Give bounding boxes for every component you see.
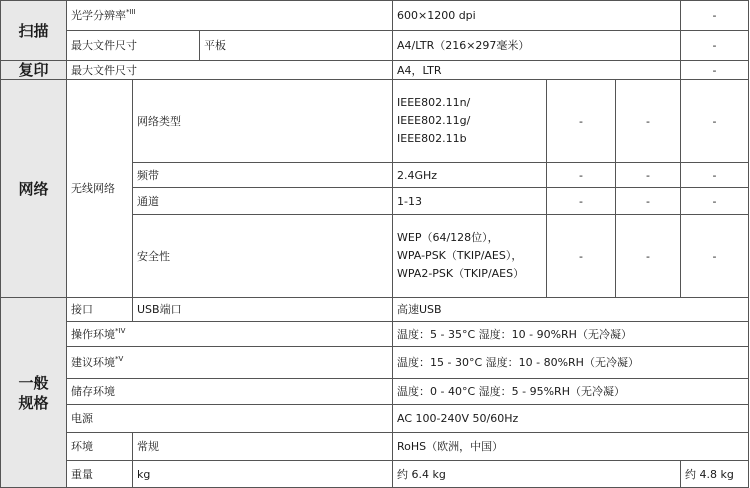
copy-maxdoc-dash: - [681, 61, 749, 80]
scan-resolution-label: 光学分辨率 $^{*III}$ [67, 0, 393, 31]
scan-maxdoc-sub: 平板 [200, 31, 393, 61]
general-interface-value: 高速USB [393, 298, 749, 322]
footnote-marker: *IV [115, 326, 126, 335]
general-storage-value: 温度：0 - 40°C 湿度：5 - 95%RH（无冷凝） [393, 379, 749, 405]
dash-cell: - [616, 163, 681, 188]
network-band-label: 频带 [133, 163, 393, 188]
section-copy: 复印 [0, 61, 67, 80]
general-operating-label: 操作环境 $^{*IV}$ [67, 322, 393, 347]
general-weight-value: 约 6.4 kg [393, 461, 681, 488]
general-power-label: 电源 [67, 405, 393, 433]
value-line: IEEE802.11g/ [397, 114, 471, 127]
network-security-value [393, 215, 547, 298]
copy-maxdoc-label: 最大文件尺寸 [67, 61, 393, 80]
dash-cell: - [616, 188, 681, 215]
network-type-value [393, 80, 547, 163]
dash-cell: - [547, 80, 616, 163]
general-environment-sub: 常规 [133, 433, 393, 461]
dash-cell: - [681, 80, 749, 163]
general-weight-unit: kg [133, 461, 393, 488]
network-wireless-label: 无线网络 [67, 80, 133, 298]
scan-resolution-value: 600×1200 dpi [393, 0, 681, 31]
general-operating-value: 温度：5 - 35°C 湿度：10 - 90%RH（无冷凝） [393, 322, 749, 347]
dash-cell: - [681, 188, 749, 215]
value-line: WEP（64/128位）， [397, 231, 499, 244]
value-line: WPA2-PSK（TKIP/AES） [397, 267, 525, 280]
general-weight-label: 重量 [67, 461, 133, 488]
section-network: 网络 [0, 80, 67, 298]
network-channel-label: 通道 [133, 188, 393, 215]
network-security-label: 安全性 [133, 215, 393, 298]
value-line: IEEE802.11n/ [397, 96, 471, 109]
general-environment-label: 环境 [67, 433, 133, 461]
section-scan: 扫描 [0, 0, 67, 61]
value-line: IEEE802.11b [397, 132, 467, 145]
network-channel-value: 1-13 [393, 188, 547, 215]
scan-maxdoc-value: A4/LTR（216×297毫米） [393, 31, 681, 61]
dash-cell: - [681, 215, 749, 298]
general-recommended-value: 温度：15 - 30°C 湿度：10 - 80%RH（无冷凝） [393, 347, 749, 379]
copy-maxdoc-value: A4，LTR [393, 61, 681, 80]
dash-cell: - [547, 188, 616, 215]
scan-resolution-dash: - [681, 0, 749, 31]
dash-cell: - [547, 163, 616, 188]
network-band-value: 2.4GHz [393, 163, 547, 188]
section-general: 一般 规格 [0, 298, 67, 488]
scan-maxdoc-dash: - [681, 31, 749, 61]
dash-cell: - [681, 163, 749, 188]
dash-cell: - [616, 80, 681, 163]
general-interface-sub: USB端口 [133, 298, 393, 322]
footnote-marker: *V [115, 355, 124, 363]
general-power-value: AC 100-240V 50/60Hz [393, 405, 749, 433]
general-storage-label: 储存环境 [67, 379, 393, 405]
dash-cell: - [547, 215, 616, 298]
footnote-marker: *III [126, 8, 136, 16]
general-recommended-label: 建议环境 $^{*V}$ [67, 347, 393, 379]
general-weight-alt: 约 4.8 kg [681, 461, 749, 488]
general-environment-value: RoHS（欧洲，中国） [393, 433, 749, 461]
scan-maxdoc-label: 最大文件尺寸 [67, 31, 200, 61]
dash-cell: - [616, 215, 681, 298]
general-interface-label: 接口 [67, 298, 133, 322]
network-type-label: 网络类型 [133, 80, 393, 163]
value-line: WPA-PSK（TKIP/AES）， [397, 249, 523, 262]
